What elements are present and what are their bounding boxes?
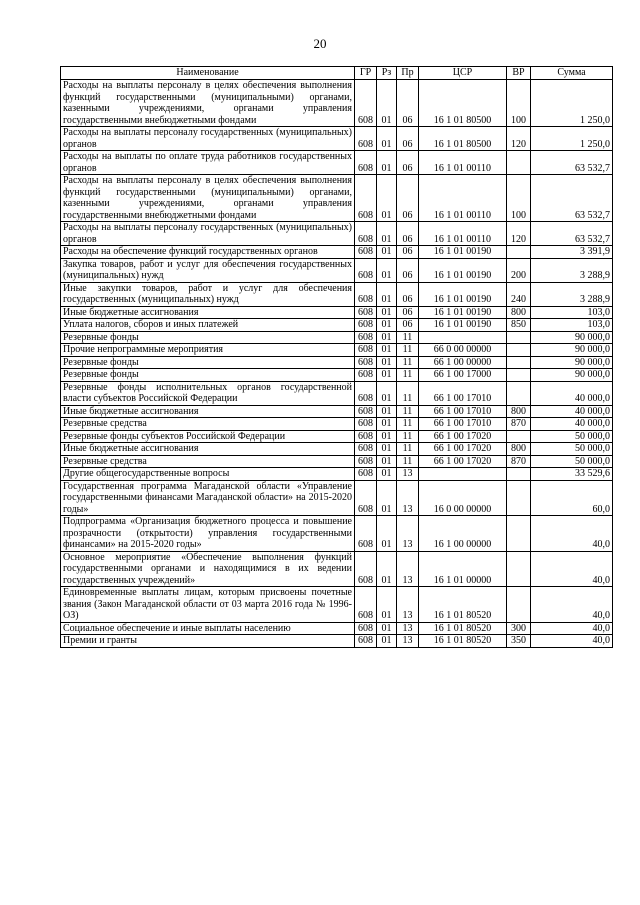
cell-gr: 608: [355, 635, 377, 648]
cell-pr: 13: [397, 480, 419, 516]
cell-pr: 13: [397, 635, 419, 648]
cell-pr: 13: [397, 551, 419, 587]
cell-pr: 06: [397, 127, 419, 151]
cell-sum: 90 000,0: [531, 356, 613, 369]
cell-rz: 01: [377, 151, 397, 175]
table-row: [61, 331, 613, 344]
cell-pr: 11: [397, 405, 419, 418]
cell-sum: 3 288,9: [531, 258, 613, 282]
cell-vr: [507, 551, 531, 587]
page-number: 20: [313, 36, 327, 51]
cell-vr: [507, 356, 531, 369]
cell-rz: 01: [377, 443, 397, 456]
cell-pr: 13: [397, 587, 419, 623]
cell-sum: 63 532,7: [531, 151, 613, 175]
cell-csr: 66 1 00 17020: [419, 455, 507, 468]
cell-csr: 16 0 00 00000: [419, 480, 507, 516]
cell-rz: 01: [377, 222, 397, 246]
cell-csr: 16 1 01 80520: [419, 635, 507, 648]
cell-vr: 200: [507, 258, 531, 282]
cell-rz: 01: [377, 127, 397, 151]
cell-gr: 608: [355, 319, 377, 332]
table-row: [61, 344, 613, 357]
cell-vr: [507, 369, 531, 382]
cell-csr: 16 1 01 00190: [419, 306, 507, 319]
cell-gr: 608: [355, 480, 377, 516]
cell-name: Резервные фонды: [61, 369, 355, 382]
cell-sum: 1 250,0: [531, 127, 613, 151]
table-row: [61, 369, 613, 382]
cell-rz: 01: [377, 282, 397, 306]
cell-vr: 300: [507, 622, 531, 635]
cell-rz: 01: [377, 516, 397, 552]
cell-csr: 16 1 01 00190: [419, 319, 507, 332]
cell-sum: 90 000,0: [531, 331, 613, 344]
cell-csr: 16 1 01 00110: [419, 175, 507, 222]
cell-gr: 608: [355, 331, 377, 344]
cell-rz: 01: [377, 175, 397, 222]
table-row: [61, 282, 613, 306]
cell-csr: [419, 468, 507, 481]
table-row: [61, 468, 613, 481]
table-row: [61, 480, 613, 516]
cell-rz: 01: [377, 381, 397, 405]
cell-gr: 608: [355, 587, 377, 623]
cell-csr: 66 1 00 17020: [419, 443, 507, 456]
cell-name: Закупка товаров, работ и услуг для обеспечения государственных (муниципальных) нужд: [61, 258, 355, 282]
cell-sum: 60,0: [531, 480, 613, 516]
cell-pr: 11: [397, 356, 419, 369]
cell-sum: 50 000,0: [531, 443, 613, 456]
table-row: [61, 587, 613, 623]
cell-name: Иные бюджетные ассигнования: [61, 306, 355, 319]
cell-sum: 90 000,0: [531, 369, 613, 382]
cell-gr: 608: [355, 258, 377, 282]
cell-rz: 01: [377, 258, 397, 282]
cell-sum: 50 000,0: [531, 455, 613, 468]
cell-name: Расходы на выплаты персоналу в целях обеспечения выполнения функций государственными (муниципальными) органами, казенными учреждениями, органами управления государственными внебюджетными фондами: [61, 175, 355, 222]
cell-csr: 16 1 01 00190: [419, 258, 507, 282]
cell-name: Расходы на обеспечение функций государственных органов: [61, 246, 355, 259]
cell-gr: 608: [355, 443, 377, 456]
cell-rz: 01: [377, 80, 397, 127]
cell-gr: 608: [355, 127, 377, 151]
cell-pr: 11: [397, 381, 419, 405]
cell-vr: [507, 246, 531, 259]
cell-gr: 608: [355, 622, 377, 635]
cell-pr: 11: [397, 430, 419, 443]
cell-vr: 800: [507, 443, 531, 456]
cell-sum: 63 532,7: [531, 222, 613, 246]
cell-sum: 40,0: [531, 587, 613, 623]
cell-name: Резервные фонды: [61, 331, 355, 344]
cell-vr: [507, 430, 531, 443]
cell-name: Уплата налогов, сборов и иных платежей: [61, 319, 355, 332]
table-row: [61, 551, 613, 587]
cell-gr: 608: [355, 369, 377, 382]
cell-sum: 50 000,0: [531, 430, 613, 443]
table-row: [61, 443, 613, 456]
cell-name: Подпрограмма «Организация бюджетного процесса и повышение прозрачности (открытости) управления государственными финансами» на 2015-2020 годы»: [61, 516, 355, 552]
cell-vr: [507, 151, 531, 175]
cell-sum: 1 250,0: [531, 80, 613, 127]
cell-pr: 06: [397, 222, 419, 246]
cell-rz: 01: [377, 418, 397, 431]
table-row: [61, 418, 613, 431]
cell-gr: 608: [355, 516, 377, 552]
cell-vr: [507, 344, 531, 357]
cell-sum: 40,0: [531, 635, 613, 648]
cell-gr: 608: [355, 175, 377, 222]
cell-vr: 120: [507, 127, 531, 151]
cell-gr: 608: [355, 80, 377, 127]
cell-csr: 66 1 00 17010: [419, 418, 507, 431]
cell-gr: 608: [355, 356, 377, 369]
cell-pr: 06: [397, 246, 419, 259]
cell-rz: 01: [377, 356, 397, 369]
cell-name: Премии и гранты: [61, 635, 355, 648]
cell-pr: 11: [397, 331, 419, 344]
cell-vr: 100: [507, 175, 531, 222]
cell-gr: 608: [355, 455, 377, 468]
cell-gr: 608: [355, 344, 377, 357]
table-row: [61, 222, 613, 246]
cell-csr: 16 1 01 80520: [419, 587, 507, 623]
cell-pr: 11: [397, 369, 419, 382]
cell-rz: 01: [377, 319, 397, 332]
cell-csr: 16 1 01 80500: [419, 80, 507, 127]
cell-rz: 01: [377, 468, 397, 481]
cell-pr: 06: [397, 80, 419, 127]
column-header-name: Наименование: [61, 67, 355, 80]
cell-vr: 240: [507, 282, 531, 306]
table-row: [61, 405, 613, 418]
cell-vr: [507, 587, 531, 623]
cell-name: Социальное обеспечение и иные выплаты населению: [61, 622, 355, 635]
cell-csr: 66 0 00 00000: [419, 344, 507, 357]
cell-vr: [507, 480, 531, 516]
cell-gr: 608: [355, 151, 377, 175]
cell-rz: 01: [377, 430, 397, 443]
table-row: [61, 80, 613, 127]
cell-pr: 06: [397, 306, 419, 319]
table-row: [61, 319, 613, 332]
cell-gr: 608: [355, 282, 377, 306]
cell-sum: 40 000,0: [531, 405, 613, 418]
cell-rz: 01: [377, 480, 397, 516]
cell-name: Резервные фонды субъектов Российской Федерации: [61, 430, 355, 443]
cell-name: Резервные фонды: [61, 356, 355, 369]
cell-name: Иные закупки товаров, работ и услуг для обеспечения государственных (муниципальных) нужд: [61, 282, 355, 306]
cell-vr: 850: [507, 319, 531, 332]
table-header-row: [61, 67, 613, 80]
cell-gr: 608: [355, 381, 377, 405]
cell-name: Резервные фонды исполнительных органов государственной власти субъектов Российской Федерации: [61, 381, 355, 405]
cell-csr: 16 1 01 00000: [419, 551, 507, 587]
cell-pr: 11: [397, 344, 419, 357]
cell-csr: 16 1 01 80520: [419, 622, 507, 635]
table-row: [61, 356, 613, 369]
cell-rz: 01: [377, 369, 397, 382]
cell-name: Другие общегосударственные вопросы: [61, 468, 355, 481]
cell-sum: 90 000,0: [531, 344, 613, 357]
table-row: [61, 306, 613, 319]
table-row: [61, 430, 613, 443]
table-row: [61, 258, 613, 282]
column-header-pr: Пр: [397, 67, 419, 80]
table-row: [61, 127, 613, 151]
cell-vr: 800: [507, 306, 531, 319]
cell-rz: 01: [377, 622, 397, 635]
cell-vr: 870: [507, 455, 531, 468]
cell-sum: 63 532,7: [531, 175, 613, 222]
cell-gr: 608: [355, 306, 377, 319]
cell-pr: 11: [397, 455, 419, 468]
table-row: [61, 381, 613, 405]
cell-sum: 40,0: [531, 622, 613, 635]
cell-vr: [507, 468, 531, 481]
cell-vr: [507, 516, 531, 552]
cell-rz: 01: [377, 455, 397, 468]
cell-rz: 01: [377, 551, 397, 587]
cell-csr: 66 1 00 17010: [419, 405, 507, 418]
cell-rz: 01: [377, 306, 397, 319]
cell-gr: 608: [355, 551, 377, 587]
table-row: [61, 151, 613, 175]
cell-vr: [507, 331, 531, 344]
cell-sum: 3 288,9: [531, 282, 613, 306]
cell-csr: 66 1 00 17010: [419, 381, 507, 405]
column-header-csr: ЦСР: [419, 67, 507, 80]
cell-rz: 01: [377, 405, 397, 418]
cell-rz: 01: [377, 635, 397, 648]
table-row: [61, 455, 613, 468]
budget-table: [60, 66, 613, 648]
cell-gr: 608: [355, 468, 377, 481]
cell-sum: 40 000,0: [531, 418, 613, 431]
cell-name: Резервные средства: [61, 455, 355, 468]
cell-name: Расходы на выплаты персоналу государственных (муниципальных) органов: [61, 222, 355, 246]
cell-csr: 16 1 01 00110: [419, 151, 507, 175]
cell-name: Резервные средства: [61, 418, 355, 431]
cell-pr: 06: [397, 258, 419, 282]
table-row: [61, 516, 613, 552]
cell-vr: 100: [507, 80, 531, 127]
cell-vr: 800: [507, 405, 531, 418]
cell-name: Государственная программа Магаданской области «Управление государственными финансами Магаданской области» на 2015-2020 годы»: [61, 480, 355, 516]
cell-name: Расходы на выплаты персоналу в целях обеспечения выполнения функций государственными (муниципальными) органами, казенными учреждениями, органами управления государственными внебюджетными фондами: [61, 80, 355, 127]
column-header-rz: Рз: [377, 67, 397, 80]
cell-gr: 608: [355, 222, 377, 246]
cell-csr: 16 1 00 00000: [419, 516, 507, 552]
cell-vr: 870: [507, 418, 531, 431]
cell-rz: 01: [377, 246, 397, 259]
column-header-sum: Сумма: [531, 67, 613, 80]
cell-sum: 3 391,9: [531, 246, 613, 259]
cell-vr: 350: [507, 635, 531, 648]
cell-vr: 120: [507, 222, 531, 246]
cell-pr: 06: [397, 151, 419, 175]
cell-gr: 608: [355, 430, 377, 443]
cell-sum: 103,0: [531, 319, 613, 332]
cell-pr: 11: [397, 443, 419, 456]
cell-sum: 103,0: [531, 306, 613, 319]
cell-vr: [507, 381, 531, 405]
cell-csr: 16 1 01 00190: [419, 282, 507, 306]
cell-sum: 40 000,0: [531, 381, 613, 405]
cell-pr: 06: [397, 175, 419, 222]
cell-name: Основное мероприятие «Обеспечение выполнения функций государственными органами и находящимися в их ведении государственных учреждений»: [61, 551, 355, 587]
cell-pr: 13: [397, 516, 419, 552]
cell-name: Иные бюджетные ассигнования: [61, 405, 355, 418]
cell-pr: 06: [397, 282, 419, 306]
cell-name: Прочие непрограммные мероприятия: [61, 344, 355, 357]
cell-csr: [419, 331, 507, 344]
cell-name: Расходы на выплаты по оплате труда работников государственных органов: [61, 151, 355, 175]
cell-pr: 06: [397, 319, 419, 332]
cell-gr: 608: [355, 405, 377, 418]
cell-sum: 33 529,6: [531, 468, 613, 481]
cell-rz: 01: [377, 587, 397, 623]
cell-pr: 13: [397, 622, 419, 635]
cell-csr: 66 1 00 00000: [419, 356, 507, 369]
cell-pr: 11: [397, 418, 419, 431]
cell-name: Расходы на выплаты персоналу государственных (муниципальных) органов: [61, 127, 355, 151]
cell-name: Единовременные выплаты лицам, которым присвоены почетные звания (Закон Магаданской области от 03 марта 2016 года № 1996-ОЗ): [61, 587, 355, 623]
cell-csr: 16 1 01 00110: [419, 222, 507, 246]
cell-sum: 40,0: [531, 516, 613, 552]
table-row: [61, 622, 613, 635]
cell-sum: 40,0: [531, 551, 613, 587]
cell-csr: 16 1 01 00190: [419, 246, 507, 259]
cell-pr: 13: [397, 468, 419, 481]
cell-csr: 66 1 00 17000: [419, 369, 507, 382]
column-header-vr: ВР: [507, 67, 531, 80]
column-header-gr: ГР: [355, 67, 377, 80]
table-row: [61, 246, 613, 259]
cell-name: Иные бюджетные ассигнования: [61, 443, 355, 456]
table-row: [61, 635, 613, 648]
cell-gr: 608: [355, 246, 377, 259]
cell-gr: 608: [355, 418, 377, 431]
cell-rz: 01: [377, 331, 397, 344]
cell-csr: 16 1 01 80500: [419, 127, 507, 151]
cell-csr: 66 1 00 17020: [419, 430, 507, 443]
table-row: [61, 175, 613, 222]
cell-rz: 01: [377, 344, 397, 357]
